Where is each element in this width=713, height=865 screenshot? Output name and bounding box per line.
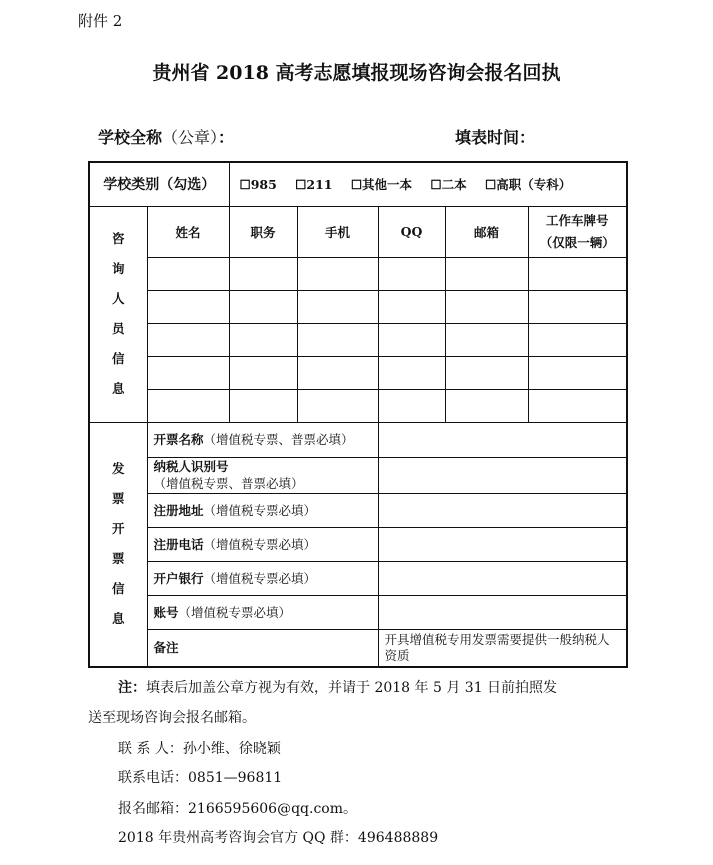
option-tier2[interactable]: ☐二本 <box>430 177 467 193</box>
registration-email: 报名邮箱：2166595606@qq.com。 <box>118 801 357 817</box>
option-other-tier1[interactable]: ☐其他一本 <box>350 177 413 193</box>
invoice-row <box>89 493 627 527</box>
category-label: 学校类别（勾选） <box>89 162 229 206</box>
option-985[interactable]: ☐985 <box>239 177 277 193</box>
registration-form-table <box>88 161 628 668</box>
invoice-row <box>89 422 627 457</box>
note-line-1: 注：填表后加盖公章方视为有效，并请于 2018 年 5 月 31 日前拍照发 <box>118 680 558 696</box>
invoice-title-value[interactable] <box>378 422 627 457</box>
consult-row <box>89 323 627 356</box>
memo-label: 备注 <box>147 629 378 667</box>
header-name: 姓名 <box>147 206 229 257</box>
memo-value: 开具增值税专用发票需要提供一般纳税人资质 <box>378 629 627 667</box>
registered-address-value[interactable] <box>378 493 627 527</box>
consult-row <box>89 290 627 323</box>
category-row <box>89 162 627 206</box>
invoice-row <box>89 629 627 667</box>
school-name-colon: ： <box>218 128 235 147</box>
option-211[interactable]: ☐211 <box>295 177 333 193</box>
bank-label: 开户银行（增值税专票必填） <box>147 561 378 595</box>
header-plate <box>528 206 627 257</box>
account-value[interactable] <box>378 595 627 629</box>
category-options <box>229 162 627 206</box>
invoice-row <box>89 527 627 561</box>
taxpayer-id-value[interactable] <box>378 457 627 493</box>
note-line-2: 送至现场咨询会报名邮箱。 <box>88 710 256 726</box>
header-plate-line2: （仅限一辆） <box>539 234 615 250</box>
header-qq: QQ <box>378 206 445 257</box>
contact-phone: 联系电话：0851—96811 <box>118 770 283 786</box>
consult-row <box>89 257 627 290</box>
invoice-row <box>89 595 627 629</box>
header-email: 邮箱 <box>445 206 528 257</box>
header-plate-line1: 工作车牌号 <box>546 212 609 228</box>
consult-header-row <box>89 206 627 257</box>
school-name-label: 学校全称 <box>98 128 163 147</box>
contact-person: 联 系 人：孙小维、徐晓颖 <box>118 741 281 757</box>
qq-group: 2018 年贵州高考咨询会官方 QQ 群：496488889 <box>118 830 439 846</box>
consult-row <box>89 356 627 389</box>
invoice-section-label: 发 票 开 票 信 息 <box>89 422 147 667</box>
school-seal-note: （公章） <box>162 128 219 147</box>
registered-phone-label: 注册电话（增值税专票必填） <box>147 527 378 561</box>
fill-time-label: 填表时间： <box>455 128 536 147</box>
note-label: 注： <box>118 680 146 696</box>
header-position: 职务 <box>229 206 297 257</box>
header-mobile: 手机 <box>297 206 378 257</box>
registered-address-label: 注册地址（增值税专票必填） <box>147 493 378 527</box>
consult-row <box>89 389 627 422</box>
school-name-field <box>98 125 234 148</box>
account-label: 账号（增值税专票必填） <box>147 595 378 629</box>
taxpayer-id-label: 纳税人识别号（增值税专票、普票必填） <box>147 457 378 493</box>
invoice-row <box>89 561 627 595</box>
attachment-label: 附件 2 <box>78 12 123 30</box>
consult-section-label: 咨 询 人 员 信 息 <box>89 206 147 422</box>
invoice-title-label: 开票名称（增值税专票、普票必填） <box>147 422 378 457</box>
option-vocational[interactable]: ☐高职（专科） <box>485 177 572 193</box>
invoice-row <box>89 457 627 493</box>
bank-value[interactable] <box>378 561 627 595</box>
registered-phone-value[interactable] <box>378 527 627 561</box>
document-title: 贵州省 2018 高考志愿填报现场咨询会报名回执 <box>152 62 561 84</box>
